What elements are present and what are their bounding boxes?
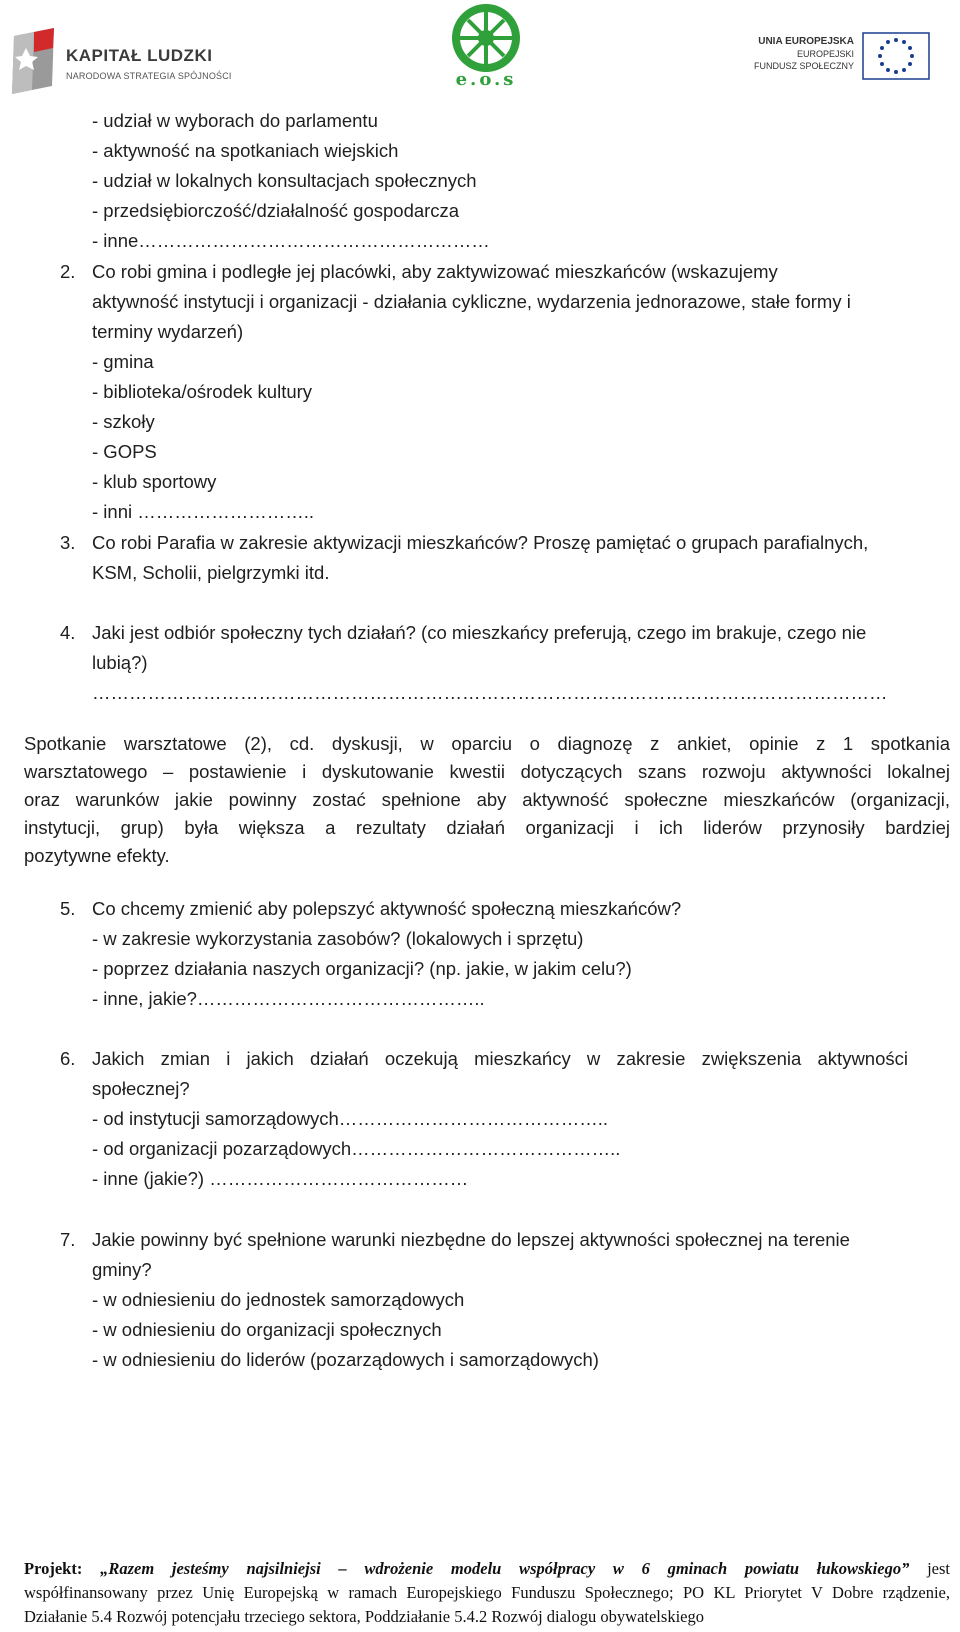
list-item: - w zakresie wykorzystania zasobów? (lokalowych i sprzętu) xyxy=(92,928,584,949)
eu-logo-line1: UNIA EUROPEJSKA xyxy=(758,36,854,47)
kapital-ludzki-flag-icon xyxy=(8,26,60,96)
list-item: - udział w lokalnych konsultacjach społecznych xyxy=(92,170,477,191)
eu-logo-line3: FUNDUSZ SPOŁECZNY xyxy=(753,61,854,71)
list-item: - udział w wyborach do parlamentu xyxy=(92,110,378,131)
project-footer xyxy=(24,1557,950,1629)
footer-project-title: „Razem jesteśmy najsilniejsi – wdrożenie modelu współpracy w 6 gminach powiatu łukowskiego” xyxy=(100,1559,910,1578)
workshop-paragraph-line: warsztatowego – postawienie i dyskutowanie kwestii dotyczących szans rozwoju aktywności lokalnej xyxy=(24,761,950,782)
footer-label: Projekt: xyxy=(24,1559,83,1578)
eu-logo-text xyxy=(754,36,854,72)
list-item: - klub sportowy xyxy=(92,471,217,492)
question-2-text: terminy wydarzeń) xyxy=(92,321,244,342)
list-item: - GOPS xyxy=(92,441,157,462)
list-item: - od instytucji samorządowych…………………………………….. xyxy=(92,1108,609,1129)
workshop-paragraph-line: instytucji, grup) była większa a rezultaty działań organizacji i ich liderów przynosiły bardziej xyxy=(24,817,950,838)
footer-line-2: współfinansowany przez Unię Europejską w ramach Europejskiego Funduszu Społecznego; PO KL Priorytet V Dobre rządzenie, xyxy=(24,1583,950,1602)
list-item: - aktywność na spotkaniach wiejskich xyxy=(92,140,399,161)
question-4-text: lubią?) xyxy=(92,652,148,673)
kapital-ludzki-logo xyxy=(4,24,232,100)
list-item: - inne………………………………………………… xyxy=(92,230,490,251)
list-item: - od organizacji pozarządowych…………………………………….. xyxy=(92,1138,621,1159)
list-item: - w odniesieniu do jednostek samorządowych xyxy=(92,1289,465,1310)
question-6-number: 6. xyxy=(60,1048,76,1069)
question-4-number: 4. xyxy=(60,622,76,643)
kapital-ludzki-title: KAPITAŁ LUDZKI xyxy=(66,46,213,65)
kapital-ludzki-subtitle: NARODOWA STRATEGIA SPÓJNOŚCI xyxy=(66,71,232,81)
question-2-number: 2. xyxy=(60,261,76,282)
question-5-number: 5. xyxy=(60,898,76,919)
list-item: - gmina xyxy=(92,351,154,372)
list-item: - inne, jakie?……………………………………….. xyxy=(92,988,485,1009)
answer-dots: ………………………………………………………………………………………………………………… xyxy=(92,682,888,703)
list-item: - poprzez działania naszych organizacji? (np. jakie, w jakim celu?) xyxy=(92,958,632,979)
list-item: - w odniesieniu do liderów (pozarządowych i samorządowych) xyxy=(92,1349,599,1370)
question-7-text: Jakie powinny być spełnione warunki niezbędne do lepszej aktywności społecznej na terenie xyxy=(92,1229,850,1250)
question-7-text: gminy? xyxy=(92,1259,152,1280)
list-item: - w odniesieniu do organizacji społecznych xyxy=(92,1319,442,1340)
workshop-paragraph-line: oraz warunków jakie powinny zostać spełnione aby aktywność społeczne mieszkańców (organizacji, xyxy=(24,789,950,810)
list-item: - inni ……………………….. xyxy=(92,501,315,522)
workshop-paragraph-line: pozytywne efekty. xyxy=(24,845,170,866)
eu-logo-line2: EUROPEJSKI xyxy=(796,49,854,59)
footer-line-3: Działanie 5.4 Rozwój potencjału trzeciego sektora, Poddziałanie 5.4.2 Rozwój dialogu obywatelskiego xyxy=(24,1607,704,1626)
list-item: - szkoły xyxy=(92,411,155,432)
question-3-number: 3. xyxy=(60,532,76,553)
eos-logo-text: e.o.s xyxy=(455,69,517,90)
question-6-text: społecznej? xyxy=(92,1078,190,1099)
question-6-text: Jakich zmian i jakich działań oczekują mieszkańcy w zakresie zwiększenia aktywności xyxy=(92,1048,908,1069)
question-3-text: KSM, Scholii, pielgrzymki itd. xyxy=(92,562,330,583)
eos-logo xyxy=(438,2,534,94)
list-item: - biblioteka/ośrodek kultury xyxy=(92,381,313,402)
workshop-paragraph-line: Spotkanie warsztatowe (2), cd. dyskusji, w oparciu o diagnozę z ankiet, opinie z 1 spotkania xyxy=(24,733,950,754)
footer-line1-tail: jest xyxy=(927,1559,950,1578)
question-2-text: aktywność instytucji i organizacji - działania cykliczne, wydarzenia jednorazowe, stałe formy i xyxy=(92,291,851,312)
eu-efs-logo xyxy=(748,30,936,86)
question-3-text: Co robi Parafia w zakresie aktywizacji mieszkańców? Proszę pamiętać o grupach parafialnych, xyxy=(92,532,869,553)
question-2-text: Co robi gmina i podległe jej placówki, aby zaktywizować mieszkańców (wskazujemy xyxy=(92,261,778,282)
list-item: - inne (jakie?) …………………………………… xyxy=(92,1168,469,1189)
list-item: - przedsiębiorczość/działalność gospodarcza xyxy=(92,200,460,221)
eu-flag-icon xyxy=(862,32,930,80)
question-5-text: Co chcemy zmienić aby polepszyć aktywność społeczną mieszkańców? xyxy=(92,898,682,919)
question-4-text: Jaki jest odbiór społeczny tych działań? (co mieszkańcy preferują, czego im brakuje, czego nie xyxy=(92,622,867,643)
footer-line-1 xyxy=(24,1557,950,1581)
question-7-number: 7. xyxy=(60,1229,76,1250)
